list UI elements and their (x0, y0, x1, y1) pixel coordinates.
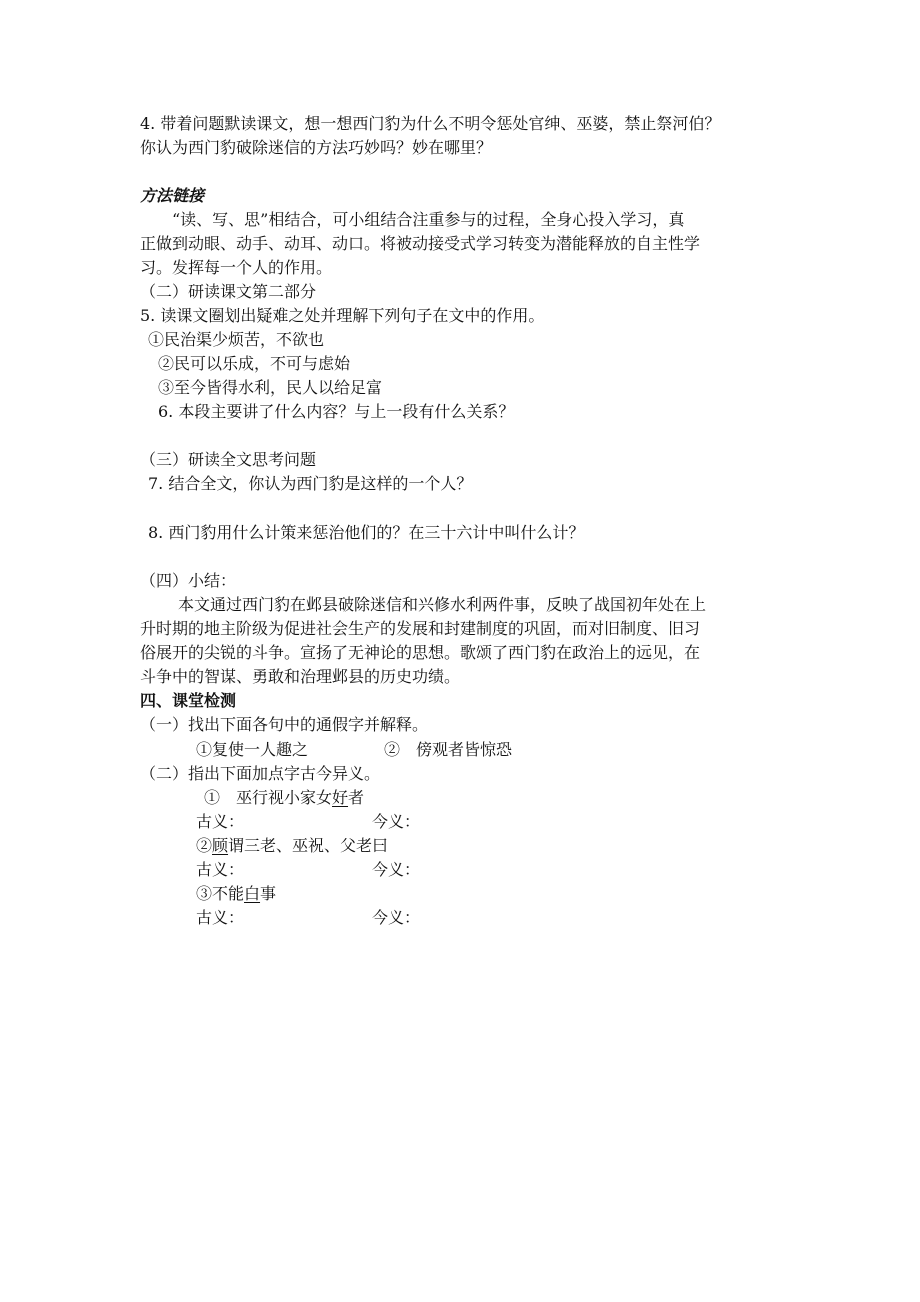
question-4-line-1: 4. 带着问题默读课文，想一想西门豹为什么不明令惩处官绅、巫婆，禁止祭河伯？ (140, 114, 721, 133)
question-4-line-2: 你认为西门豹破除迷信的方法巧妙吗？妙在哪里？ (140, 138, 493, 157)
ancient-meaning-label-3: 古义： (196, 908, 245, 927)
modern-meaning-label-3: 今义： (372, 908, 421, 927)
method-link-heading: 方法链接 (140, 186, 205, 205)
method-paragraph-line-2: 正做到动眼、动手、动耳、动口。将被动接受式学习转变为潜能释放的自主性学 (140, 234, 701, 253)
word-item-2: ②顾谓三老、巫祝、父老曰 (196, 836, 389, 855)
test-part-2-heading: （二）指出下面加点字古今异义。 (140, 764, 381, 783)
question-5: 5. 读课文圈划出疑难之处并理解下列句子在文中的作用。 (140, 306, 545, 325)
sentence-1: ①民治渠少烦苦，不欲也 (148, 330, 325, 349)
summary-line-3: 俗展开的尖锐的斗争。宣扬了无神论的思想。歌颂了西门豹在政治上的远见，在 (140, 643, 701, 662)
summary-line-4: 斗争中的智谋、勇敢和治理邺县的历史功绩。 (140, 667, 461, 686)
part-3-heading: （三）研读全文思考问题 (140, 450, 317, 469)
dotted-word-2: 顾 (212, 836, 229, 855)
modern-meaning-label-1: 今义： (372, 812, 421, 831)
modern-meaning-label-2: 今义： (372, 860, 421, 879)
test-part-1-heading: （一）找出下面各句中的通假字并解释。 (140, 715, 429, 734)
ancient-meaning-label-1: 古义： (196, 812, 245, 831)
method-paragraph-line-1: “读、写、思”相结合，可小组结合注重参与的过程，全身心投入学习，真 (172, 210, 685, 229)
sentence-2: ②民可以乐成，不可与虑始 (158, 354, 351, 373)
method-paragraph-line-3: 习。发挥每一个人的作用。 (140, 258, 333, 277)
word-item-3: ③不能白事 (196, 884, 277, 903)
ancient-meaning-label-2: 古义： (196, 860, 245, 879)
summary-line-2: 升时期的地主阶级为促进社会生产的发展和封建制度的巩固，而对旧制度、旧习 (140, 619, 701, 638)
dotted-word-3: 白 (244, 884, 261, 903)
tongjia-item-1: ①复使一人趣之 (196, 740, 309, 759)
question-8: 8. 西门豹用什么计策来惩治他们的？在三十六计中叫什么计？ (148, 523, 585, 542)
tongjia-item-2: ② 傍观者皆惊恐 (384, 740, 513, 759)
classroom-test-heading: 四、课堂检测 (140, 691, 237, 710)
summary-line-1: 本文通过西门豹在邺县破除迷信和兴修水利两件事，反映了战国初年处在上 (178, 595, 707, 614)
question-7: 7. 结合全文，你认为西门豹是这样的一个人？ (148, 474, 473, 493)
sentence-3: ③至今皆得水利，民人以给足富 (158, 378, 383, 397)
summary-heading: （四）小结： (140, 571, 237, 590)
word-item-1: ① 巫行视小家女好者 (204, 788, 365, 807)
question-6: 6. 本段主要讲了什么内容？与上一段有什么关系？ (158, 402, 515, 421)
part-2-heading: （二）研读课文第二部分 (140, 282, 317, 301)
dotted-word-1: 好 (332, 788, 349, 807)
